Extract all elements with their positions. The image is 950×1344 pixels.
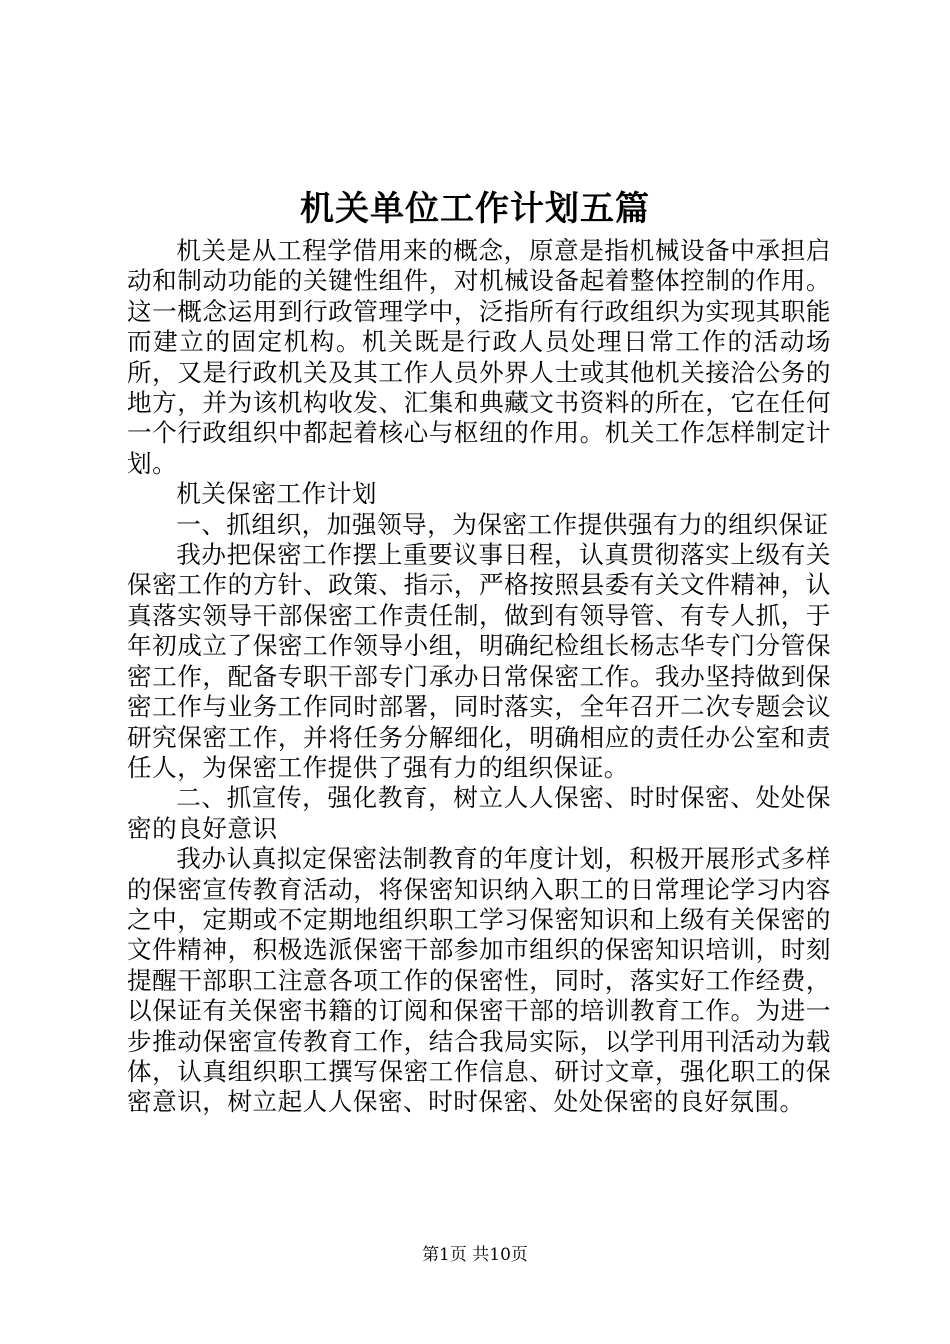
- paragraph-2: 我办认真拟定保密法制教育的年度计划，积极开展形式多样的保密宣传教育活动，将保密知识纳入职工的日常理论学习内容之中，定期或不定期地组织职工学习保密知识和上级有关保密的文件精神，积极选派保密干部参加市组织的保密知识培训，时刻提醒干部职工注意各项工作的保密性，同时，落实好工作经费，以保证有关保密书籍的订阅和保密干部的培训教育工作。为进一步推动保密宣传教育工作，结合我局实际，以学刊用刊活动为载体，认真组织职工撰写保密工作信息、研讨文章，强化职工的保密意识，树立起人人保密、时时保密、处处保密的良好氛围。: [127, 844, 831, 1117]
- paragraph-1: 我办把保密工作摆上重要议事日程，认真贯彻落实上级有关保密工作的方针、政策、指示，严格按照县委有关文件精神，认真落实领导干部保密工作责任制，做到有领导管、有专人抓，于年初成立了保密工作领导小组，明确纪检组长杨志华专门分管保密工作，配备专职干部专门承办日常保密工作。我办坚持做到保密工作与业务工作同时部署，同时落实，全年召开二次专题会议研究保密工作，并将任务分解细化，明确相应的责任办公室和责任人，为保密工作提供了强有力的组织保证。: [127, 540, 831, 782]
- paragraph-intro: 机关是从工程学借用来的概念，原意是指机械设备中承担启动和制动功能的关键性组件，对机械设备起着整体控制的作用。这一概念运用到行政管理学中，泛指所有行政组织为实现其职能而建立的固定机构。机关既是行政人员处理日常工作的活动场所，又是行政机关及其工作人员外界人士或其他机关接洽公务的地方，并为该机构收发、汇集和典藏文书资料的所在，它在任何一个行政组织中都起着核心与枢纽的作用。机关工作怎样制定计划。: [127, 236, 831, 478]
- section-heading: 机关保密工作计划: [176, 479, 377, 509]
- page-footer: 第1页 共10页: [422, 1245, 528, 1265]
- document-body: [127, 236, 831, 1118]
- subheading-1: 一、抓组织，加强领导，为保密工作提供强有力的组织保证: [176, 509, 829, 539]
- document-title: 机关单位工作计划五篇: [300, 189, 650, 229]
- subheading-2: 二、抓宣传，强化教育，树立人人保密、时时保密、处处保密的良好意识: [127, 783, 831, 843]
